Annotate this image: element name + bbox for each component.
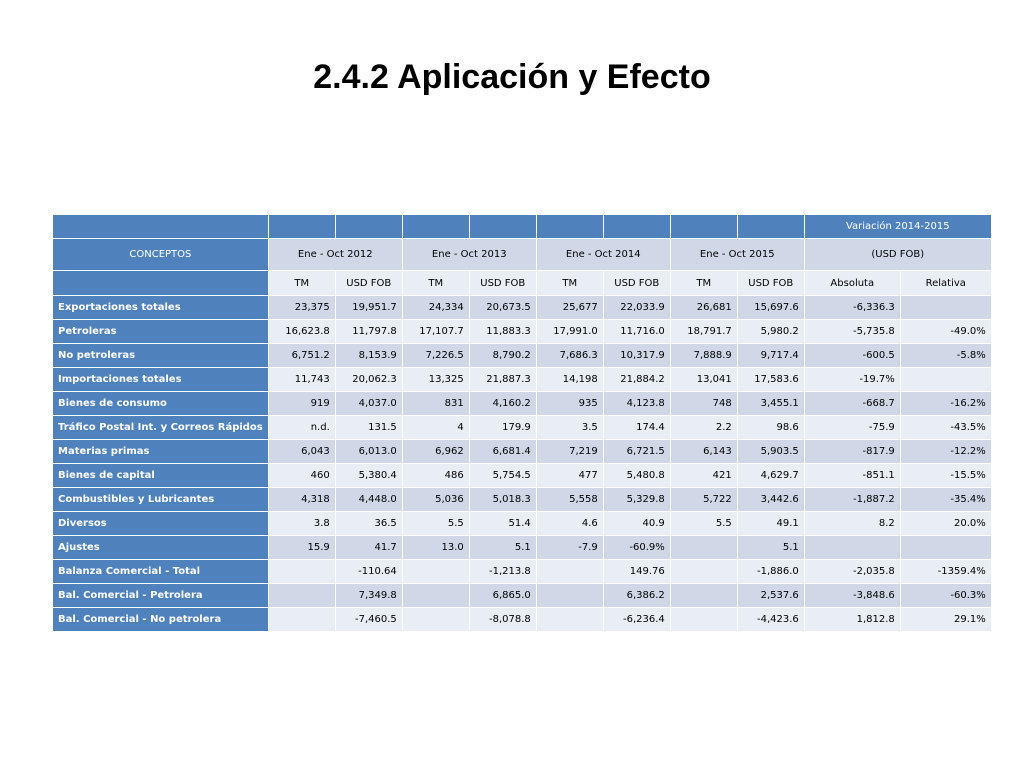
table-cell [671,584,737,607]
table-cell: 5,480.8 [604,464,670,487]
table-cell: -43.5% [901,416,991,439]
table-cell: -668.7 [805,392,900,415]
table-row [53,560,991,583]
table-cell: 4,037.0 [336,392,402,415]
table-cell: 5,380.4 [336,464,402,487]
table-cell: 1,812.8 [805,608,900,631]
table-cell: 15,697.6 [738,296,804,319]
row-label: Petroleras [53,320,268,343]
unit-header: Relativa [901,271,991,295]
table-cell: 20,673.5 [470,296,536,319]
header-cell-blank [738,215,804,238]
row-label: Combustibles y Lubricantes [53,488,268,511]
unit-header: USD FOB [470,271,536,295]
table-cell: 3,455.1 [738,392,804,415]
table-cell: 3,442.6 [738,488,804,511]
concepts-header: CONCEPTOS [53,239,268,270]
table-cell: 49.1 [738,512,804,535]
unit-header: TM [537,271,603,295]
table-cell: 748 [671,392,737,415]
table-cell: 21,884.2 [604,368,670,391]
period-header: Ene - Oct 2014 [537,239,670,270]
table-cell: 10,317.9 [604,344,670,367]
table-cell: -16.2% [901,392,991,415]
table-cell: 5,018.3 [470,488,536,511]
table-cell: -5,735.8 [805,320,900,343]
table-cell: 5,329.8 [604,488,670,511]
table-cell [901,368,991,391]
table-cell: -600.5 [805,344,900,367]
table-cell [403,584,469,607]
table-row [53,464,991,487]
table-cell: 5,754.5 [470,464,536,487]
table-row [53,512,991,535]
header-cell-blank [537,215,603,238]
header-cell-blank [269,215,335,238]
table-cell: 13,325 [403,368,469,391]
table-cell: 4,629.7 [738,464,804,487]
table-cell: 22,033.9 [604,296,670,319]
table-cell: -15.5% [901,464,991,487]
table-row [53,584,991,607]
table-cell: 477 [537,464,603,487]
period-header: Ene - Oct 2015 [671,239,804,270]
table-cell: -8,078.8 [470,608,536,631]
table-body [53,296,991,631]
table-cell: -19.7% [805,368,900,391]
period-header: Ene - Oct 2013 [403,239,536,270]
table-row [53,344,991,367]
table-cell: 11,797.8 [336,320,402,343]
table-cell: -1,887.2 [805,488,900,511]
table-cell: 19,951.7 [336,296,402,319]
table-row [53,392,991,415]
unit-header: TM [403,271,469,295]
row-label: Bienes de capital [53,464,268,487]
table-cell: 4,448.0 [336,488,402,511]
table-cell: -851.1 [805,464,900,487]
slide-title: 2.4.2 Aplicación y Efecto [313,58,711,96]
table-cell: 460 [269,464,335,487]
row-label: Bal. Comercial - Petrolera [53,584,268,607]
header-row-periods [53,239,991,270]
table-cell: 5,722 [671,488,737,511]
table-cell: -2,035.8 [805,560,900,583]
table-cell: 23,375 [269,296,335,319]
table-cell: 16,623.8 [269,320,335,343]
table-cell [805,536,900,559]
header-row-variation [53,215,991,238]
table-cell: -110.64 [336,560,402,583]
table-cell: 17,583.6 [738,368,804,391]
row-label: Ajustes [53,536,268,559]
table-cell: 4,123.8 [604,392,670,415]
table-cell: 9,717.4 [738,344,804,367]
table-cell: 4,160.2 [470,392,536,415]
table-cell: 421 [671,464,737,487]
table-cell [671,536,737,559]
trade-balance-table [52,214,992,632]
table-cell [403,560,469,583]
table-cell: -4,423.6 [738,608,804,631]
table-cell: 4.6 [537,512,603,535]
table-cell: 919 [269,392,335,415]
usd-fob-header: (USD FOB) [805,239,991,270]
table-cell: 6,962 [403,440,469,463]
table-cell: 149.76 [604,560,670,583]
table-cell: -7.9 [537,536,603,559]
row-label: Importaciones totales [53,368,268,391]
table-cell: 174.4 [604,416,670,439]
table-cell: 6,721.5 [604,440,670,463]
unit-header: TM [671,271,737,295]
table-cell: 2.2 [671,416,737,439]
table-cell: 5,903.5 [738,440,804,463]
table-cell: -7,460.5 [336,608,402,631]
table-cell: 21,887.3 [470,368,536,391]
header-cell-blank [470,215,536,238]
table-cell: 3.5 [537,416,603,439]
table-cell: 14,198 [537,368,603,391]
table-row [53,488,991,511]
table-cell: 6,751.2 [269,344,335,367]
table-cell: -1,213.8 [470,560,536,583]
table-cell [269,584,335,607]
table-cell: 5,558 [537,488,603,511]
table-row [53,440,991,463]
table-cell: 51.4 [470,512,536,535]
table-cell: 11,883.3 [470,320,536,343]
unit-header: USD FOB [336,271,402,295]
table-cell: 131.5 [336,416,402,439]
table-cell: n.d. [269,416,335,439]
table-cell: 6,865.0 [470,584,536,607]
table-cell: 5.1 [470,536,536,559]
table-cell: 15.9 [269,536,335,559]
table-cell: -6,336.3 [805,296,900,319]
table-cell [269,608,335,631]
header-cell-blank [403,215,469,238]
table-cell [901,296,991,319]
table-row [53,296,991,319]
table-cell: -35.4% [901,488,991,511]
row-label: Bienes de consumo [53,392,268,415]
table-cell [537,560,603,583]
table-cell: 6,043 [269,440,335,463]
table-cell: 5.5 [403,512,469,535]
table-cell: -49.0% [901,320,991,343]
table-cell: 6,386.2 [604,584,670,607]
table-cell: 935 [537,392,603,415]
table-cell: 2,537.6 [738,584,804,607]
table-cell: 6,681.4 [470,440,536,463]
row-label: Tráfico Postal Int. y Correos Rápidos [53,416,268,439]
table-row [53,608,991,631]
table-cell: -1359.4% [901,560,991,583]
table-cell [671,608,737,631]
table-cell: -3,848.6 [805,584,900,607]
table-cell [901,536,991,559]
table-cell: 13,041 [671,368,737,391]
table-cell: 40.9 [604,512,670,535]
table-cell: 20,062.3 [336,368,402,391]
table-cell: 5,036 [403,488,469,511]
table-cell: 17,991.0 [537,320,603,343]
table-cell: 8,790.2 [470,344,536,367]
row-label: Diversos [53,512,268,535]
row-label: Balanza Comercial - Total [53,560,268,583]
table-cell: -60.3% [901,584,991,607]
table-row [53,536,991,559]
table-cell: 7,226.5 [403,344,469,367]
table-cell: 18,791.7 [671,320,737,343]
table-cell: 7,686.3 [537,344,603,367]
table-cell: 8.2 [805,512,900,535]
variation-header: Variación 2014-2015 [805,215,991,238]
table-cell: 25,677 [537,296,603,319]
table-cell [269,560,335,583]
table-row [53,368,991,391]
table-cell: 7,349.8 [336,584,402,607]
table-cell: 831 [403,392,469,415]
table-cell: -60.9% [604,536,670,559]
unit-header: USD FOB [604,271,670,295]
table-cell: -1,886.0 [738,560,804,583]
header-cell-blank [336,215,402,238]
table-cell [537,584,603,607]
table-cell: 5.1 [738,536,804,559]
table-cell: 26,681 [671,296,737,319]
table-cell: 179.9 [470,416,536,439]
unit-header: TM [269,271,335,295]
unit-header: Absoluta [805,271,900,295]
table-cell [671,560,737,583]
table-cell: 7,888.9 [671,344,737,367]
table-cell: 6,143 [671,440,737,463]
table-cell: 41.7 [336,536,402,559]
table-cell: 5.5 [671,512,737,535]
table-cell: 3.8 [269,512,335,535]
table-cell: 11,716.0 [604,320,670,343]
table-row [53,416,991,439]
table-cell: 4,318 [269,488,335,511]
row-label: No petroleras [53,344,268,367]
table-cell: 20.0% [901,512,991,535]
unit-header: USD FOB [738,271,804,295]
table-cell: 13.0 [403,536,469,559]
row-label: Exportaciones totales [53,296,268,319]
table-cell: 11,743 [269,368,335,391]
table-cell [403,608,469,631]
table-cell: 7,219 [537,440,603,463]
table-cell: 29.1% [901,608,991,631]
table-cell: -817.9 [805,440,900,463]
header-cell-blank [53,271,268,295]
table-cell: -12.2% [901,440,991,463]
table-cell: 8,153.9 [336,344,402,367]
period-header: Ene - Oct 2012 [269,239,402,270]
row-label: Bal. Comercial - No petrolera [53,608,268,631]
table-cell: 486 [403,464,469,487]
table-cell: -6,236.4 [604,608,670,631]
header-cell-blank [671,215,737,238]
table-cell: 6,013.0 [336,440,402,463]
header-row-units [53,271,991,295]
table-cell: 4 [403,416,469,439]
table-row [53,320,991,343]
table-cell: 98.6 [738,416,804,439]
table-cell [537,608,603,631]
header-cell-blank [53,215,268,238]
header-cell-blank [604,215,670,238]
table-cell: 24,334 [403,296,469,319]
table-cell: 17,107.7 [403,320,469,343]
table-cell: -75.9 [805,416,900,439]
table-cell: -5.8% [901,344,991,367]
table-cell: 5,980.2 [738,320,804,343]
table-cell: 36.5 [336,512,402,535]
row-label: Materias primas [53,440,268,463]
